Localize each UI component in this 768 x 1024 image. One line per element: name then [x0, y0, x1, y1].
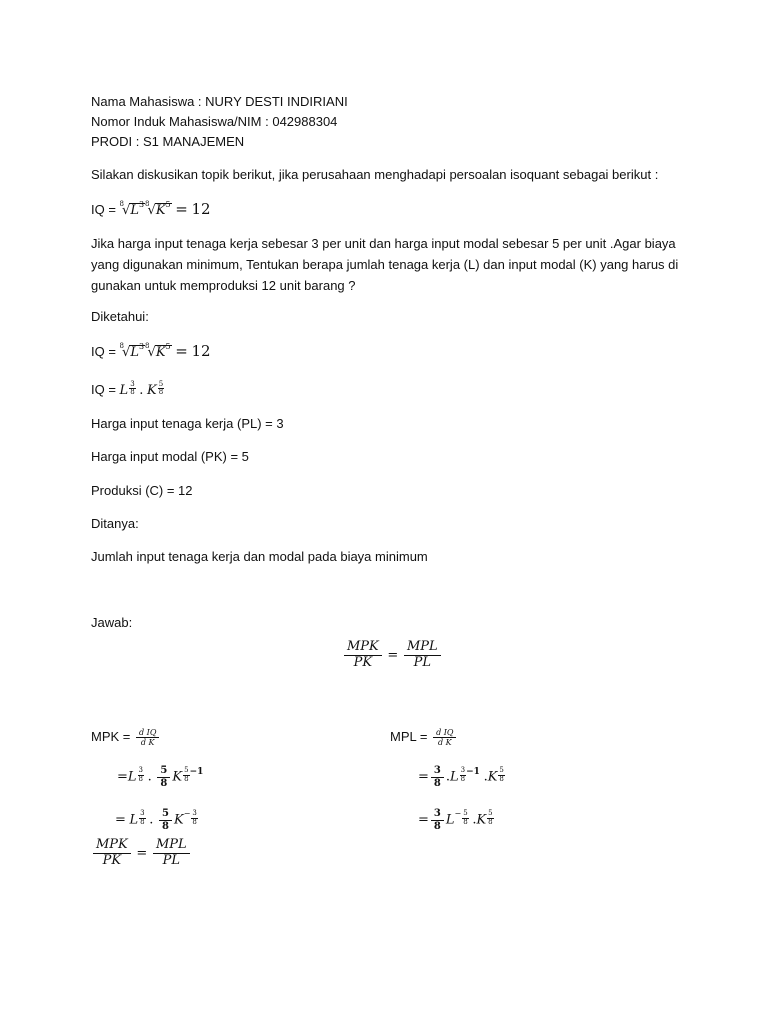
- intro-text: Silakan diskusikan topik berikut, jika perusahaan menghadapi persoalan isoquant sebagai berikut :: [91, 167, 659, 182]
- mpk-step-2: = L $\frac{3}{8}$ . $\frac{5}{8}$ K− $\frac{3}{8}$: [115, 808, 197, 832]
- answer-heading: Jawab:: [91, 615, 133, 630]
- known-heading: Diketahui:: [91, 309, 149, 324]
- mpk-definition: MPK = $\frac{\text{d IQ}}{\text{d K}}$: [91, 727, 161, 747]
- mpk-step-1: =L $\frac{3}{8}$ . $\frac{5}{8}$ K $\frac{5}{8}$ $^{-1}$: [117, 765, 204, 789]
- asked-heading: Ditanya:: [91, 516, 139, 531]
- isoquant-equation-2: IQ = $^8√L^{38}√K^5 = 12$: [91, 342, 211, 360]
- isoquant-power-form: IQ = L $\frac{3}{8}$ . K $\frac{5}{8}$: [91, 380, 164, 398]
- isoquant-equation-1: IQ = $^8√L^{38}√K^5 = 12$: [91, 200, 211, 218]
- known-c: Produksi (C) = 12: [91, 483, 193, 498]
- equilibrium-equation-centered: $\frac{\text{MPK}}{PK}$ = $\frac{\text{MPL}}{PL}$: [342, 640, 443, 671]
- student-nim: Nomor Induk Mahasiswa/NIM : 042988304: [91, 114, 338, 129]
- equilibrium-equation-bottom: $\frac{\text{MPK}}{PK}$ = $\frac{\text{MPL}}{PL}$: [91, 838, 192, 869]
- study-program: PRODI : S1 MANAJEMEN: [91, 134, 245, 149]
- question-text: Jika harga input tenaga kerja sebesar 3 per unit dan harga input modal sebesar 5 per unit .Agar biaya yang digunakan minimum, Tentukan berapa jumlah tenaga kerja (L) dan input modal (K) yang harus di gunakan untuk memproduksi 12 unit barang ?: [91, 236, 679, 293]
- mpl-step-1: = $\frac{3}{8}$ .L $\frac{3}{8}$ $^{-1}$ .K $\frac{5}{8}$: [418, 765, 504, 789]
- mpl-definition: MPL = $\frac{\text{d IQ}}{\text{d K}}$: [390, 727, 458, 747]
- mpl-step-2: = $\frac{3}{8}$ L− $\frac{5}{8}$ .K $\frac{5}{8}$: [418, 808, 493, 832]
- asked-text: Jumlah input tenaga kerja dan modal pada biaya minimum: [91, 549, 428, 564]
- known-pk: Harga input modal (PK) = 5: [91, 449, 249, 464]
- student-name: Nama Mahasiswa : NURY DESTI INDIRIANI: [91, 94, 348, 109]
- known-pl: Harga input tenaga kerja (PL) = 3: [91, 416, 284, 431]
